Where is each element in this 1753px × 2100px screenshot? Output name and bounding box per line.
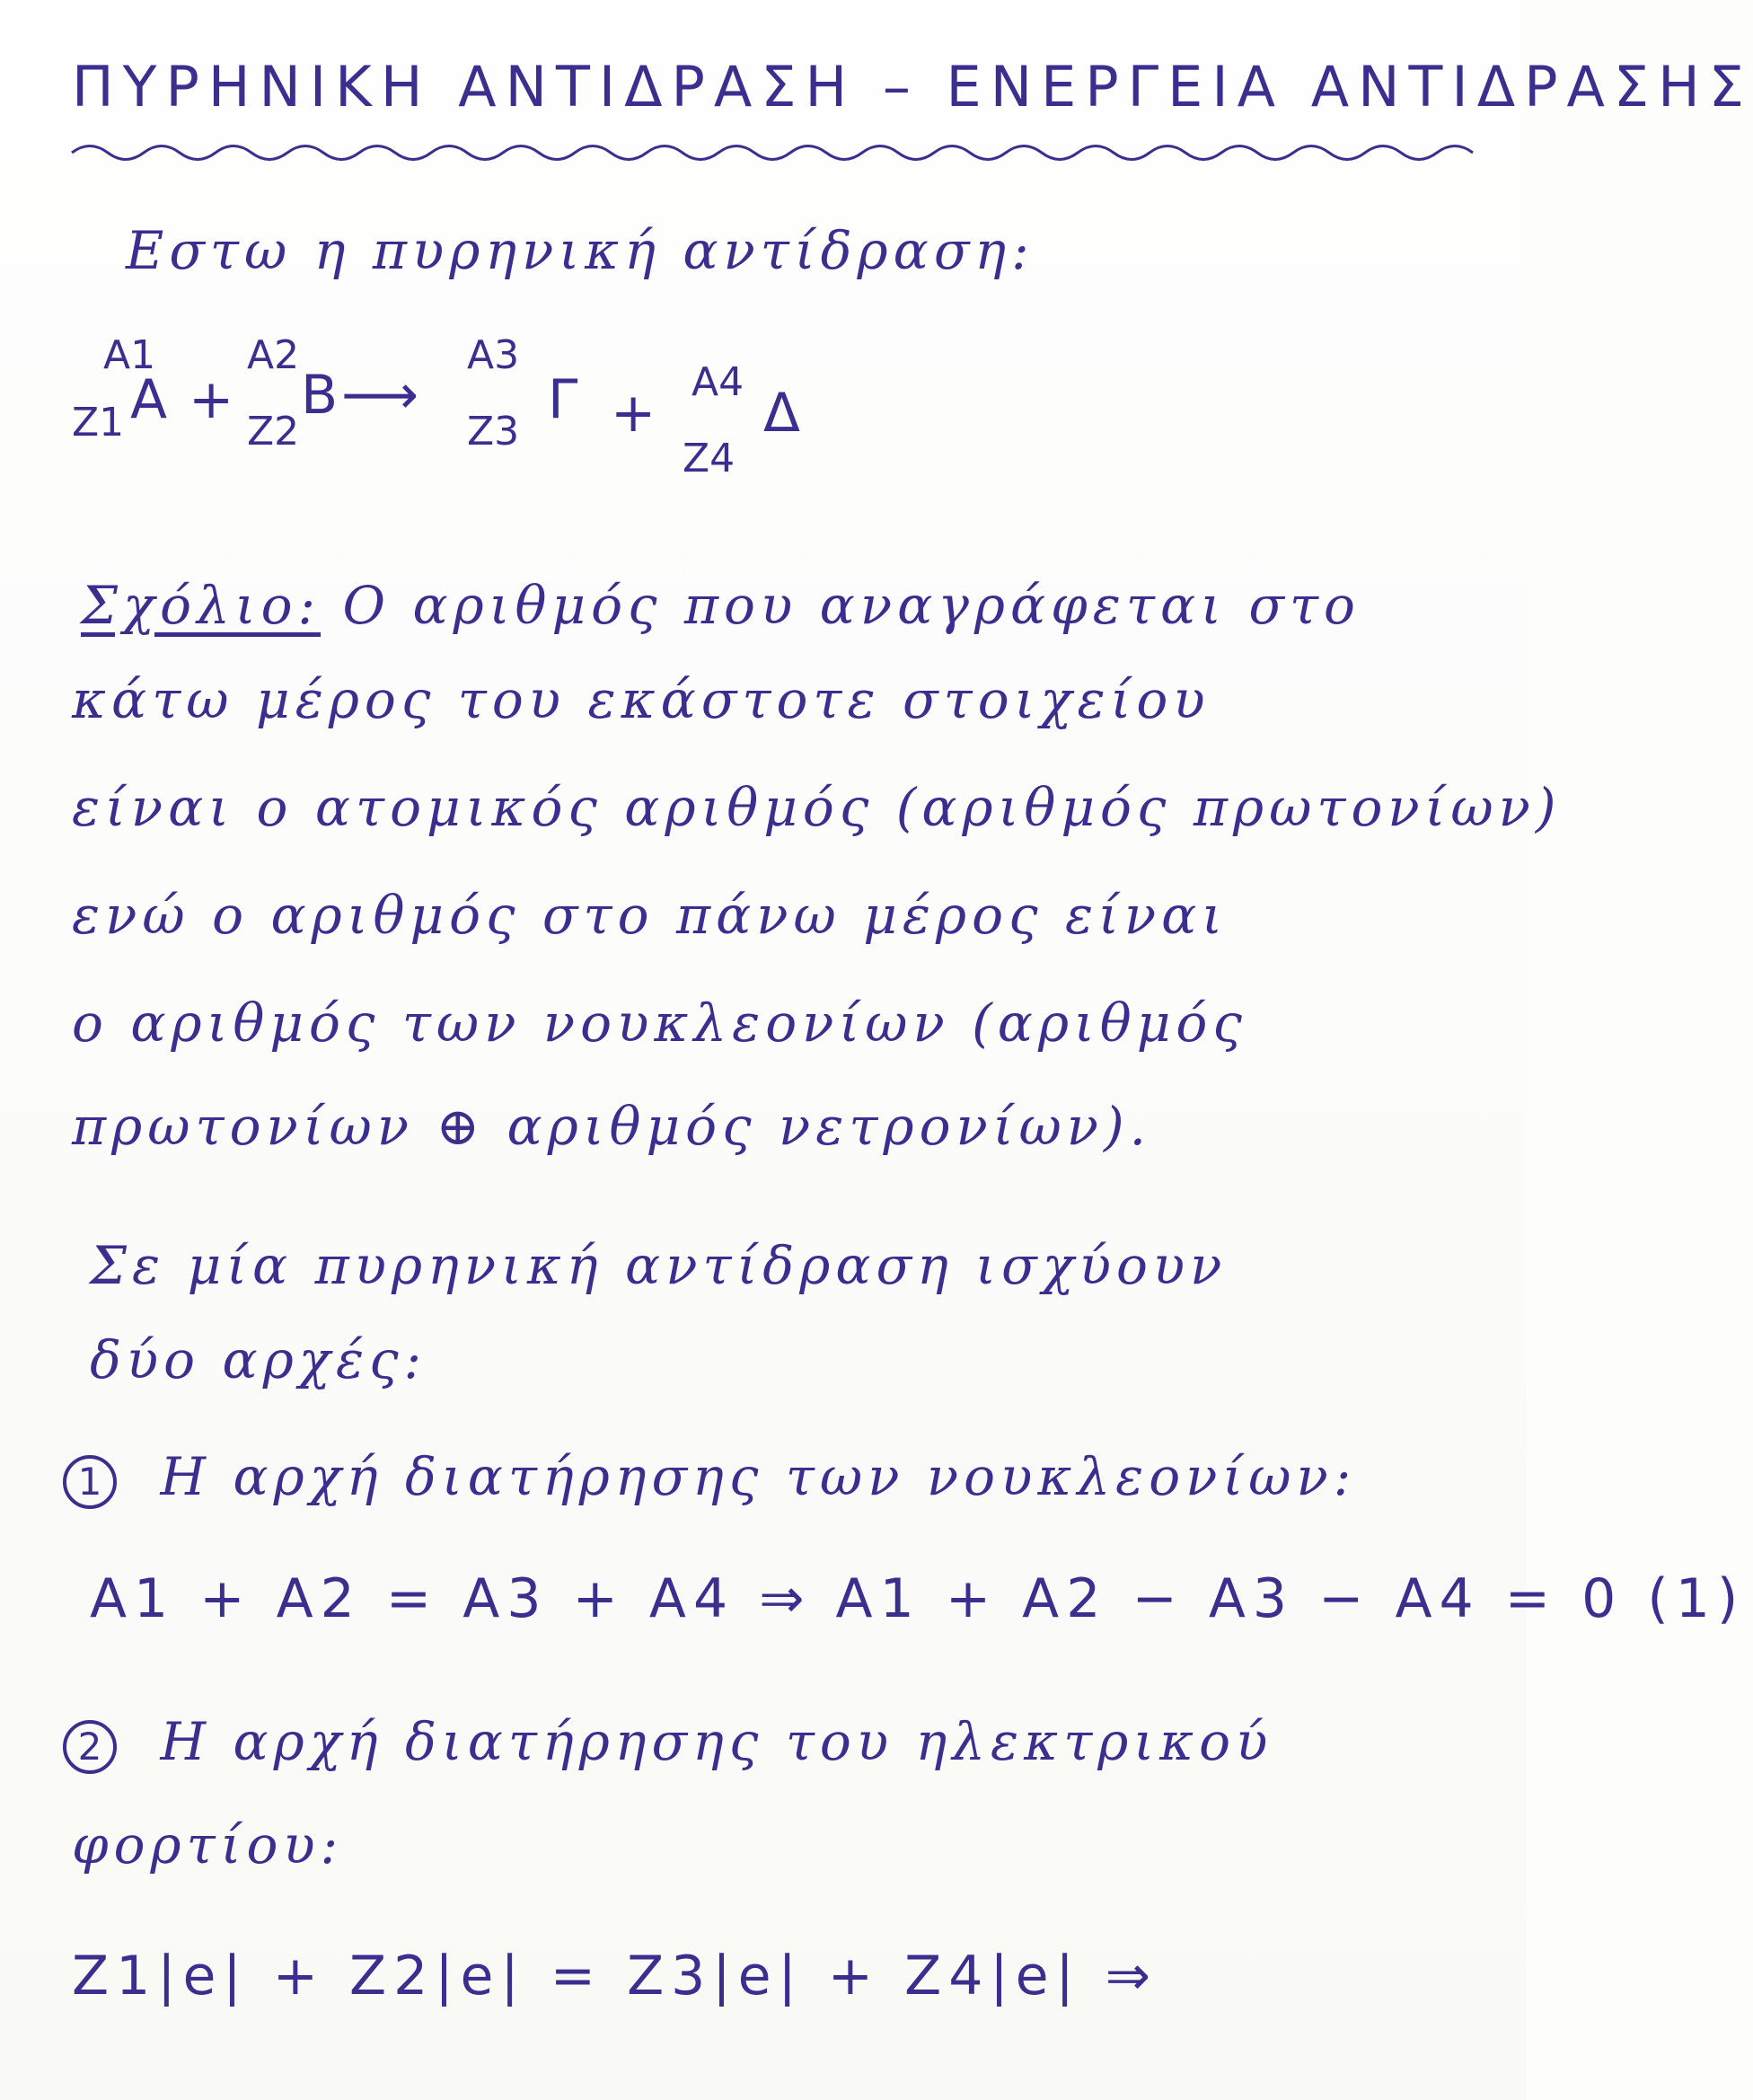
circled-number-2: 2 <box>63 1720 117 1774</box>
circled-number-1: 1 <box>63 1455 117 1509</box>
reaction-equation <box>72 332 880 485</box>
nucleus-delta: Δ <box>763 382 801 445</box>
mass-number-a1: A1 <box>103 332 156 378</box>
mass-number-a3: A3 <box>467 332 520 378</box>
principle-2 <box>63 1711 1491 1774</box>
text-line: ο αριθμός των νουκλεονίων (αριθμός <box>72 993 1247 1054</box>
nucleus-a: A <box>130 368 168 431</box>
mass-number-a4: A4 <box>692 359 744 405</box>
text-line: κάτω μέρος του εκάστοτε στοιχείου <box>72 669 1211 730</box>
mass-number-a2: A2 <box>247 332 300 378</box>
text-line: δύο αρχές: <box>90 1329 427 1390</box>
text-line: Σε μία πυρηνική αντίδραση ισχύουν <box>90 1235 1228 1296</box>
comment-line-1 <box>81 575 1491 636</box>
formula-nucleon-conservation: A1 + A2 = A3 + A4 ⇒ A1 + A2 − A3 − A4 = 0 (1) <box>90 1567 1746 1630</box>
text-line: ενώ ο αριθμός στο πάνω μέρος είναι <box>72 885 1229 946</box>
principle-1-text: Η αρχή διατήρησης των νουκλεονίων: <box>160 1446 1357 1507</box>
principle-2-text: Η αρχή διατήρησης του ηλεκτρικού <box>160 1711 1273 1772</box>
title-wavy-underline <box>72 135 1491 171</box>
reaction-arrow: ⟶ <box>341 364 419 427</box>
atomic-number-z4: Z4 <box>683 436 736 481</box>
nucleus-gamma: Γ <box>548 368 578 431</box>
atomic-number-z2: Z2 <box>247 409 300 454</box>
text-line: πρωτονίων ⊕ αριθμός νετρονίων). <box>72 1096 1152 1157</box>
text-line: είναι ο ατομικός αριθμός (αριθμός πρωτονίων) <box>72 777 1562 838</box>
atomic-number-z1: Z1 <box>72 400 125 446</box>
plus-sign: + <box>611 382 656 445</box>
atomic-number-z3: Z3 <box>467 409 520 454</box>
intro-text: Εστω η πυρηνική αντίδραση: <box>126 220 1035 281</box>
plus-sign: + <box>189 368 234 431</box>
nucleus-b: B <box>301 364 339 427</box>
principle-1 <box>63 1446 1491 1509</box>
comment-label: Σχόλιο: <box>81 575 322 636</box>
page-title: ΠΥΡΗΝΙΚΗ ΑΝΤΙΔΡΑΣΗ – ΕΝΕΡΓΕΙΑ ΑΝΤΙΔΡΑΣΗΣ <box>72 54 1753 119</box>
text-line: φορτίου: <box>72 1814 344 1875</box>
comment-text: Ο αριθμός που αναγράφεται στο <box>342 575 1361 636</box>
formula-charge-conservation: Z1|e| + Z2|e| = Z3|e| + Z4|e| ⇒ <box>72 1945 1158 2007</box>
